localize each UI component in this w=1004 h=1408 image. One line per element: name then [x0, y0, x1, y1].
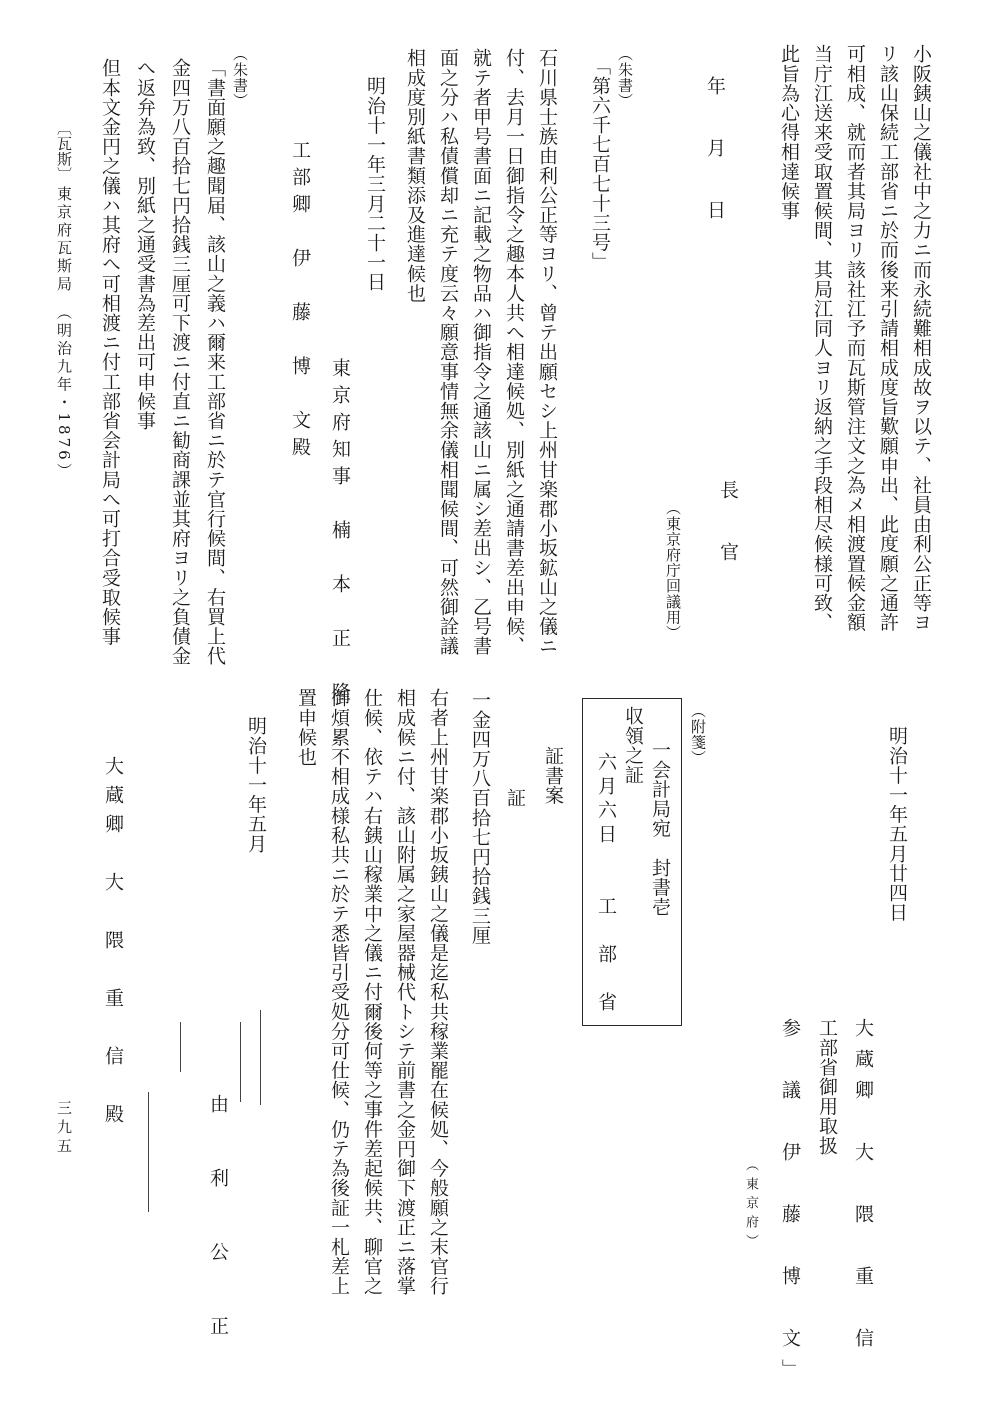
- request-text-block: [405, 48, 556, 656]
- blank-date: 年 月 日: [704, 76, 726, 231]
- receipt-line-2: 六月六日 工 部 省: [595, 752, 617, 1016]
- yuri-signature: 由 利 公 正: [207, 1094, 229, 1353]
- signature-rule: [148, 1092, 149, 1212]
- okuma-signature: 大蔵卿 大 隈 重 信: [852, 1018, 874, 1359]
- sangi-ito: 参 議 伊 藤 博 文」: [779, 1018, 801, 1390]
- body-line: 置申候也: [295, 688, 317, 767]
- request-date: 明治十一年三月二十一日: [364, 76, 386, 292]
- certificate-body: [296, 688, 447, 1296]
- request-line: 石川県士族由利公正等ヨリ、曾テ出願セシ上州甘楽郡小坂鉱山之儀ニ: [536, 48, 558, 656]
- main-line: リ該山保続工部省ニ於而後来引請相成度旨歎願申出、此度願之通許: [877, 44, 899, 632]
- shosho-an-label: 証書案: [542, 746, 564, 805]
- shu2-label: （朱書）: [231, 46, 249, 109]
- shu2-text-block: [100, 58, 224, 666]
- shu2-line: 「書面願之趣聞届、該山之義ハ爾来工部省ニ於テ官行候間、右買上代: [204, 58, 226, 666]
- to-okuma: 大蔵卿 大 隈 重 信 殿: [102, 756, 124, 1133]
- body-line: 相成候ニ付、該山附属之家屋器械代トシテ前書之金円御下渡正ニ落掌: [394, 688, 416, 1296]
- shu2-line: へ返弁為致、別紙之通受書為差出可申候事: [134, 58, 156, 431]
- receipt-line-1: 一会計局宛 封書壱: [649, 740, 671, 917]
- shu1-label: （朱書）: [616, 46, 634, 109]
- body-line: 仕候、依テハ右銕山稼業中之儀ニ付爾後何等之事件差起候共、聊官之: [361, 688, 383, 1296]
- fusen-label: （附箋）: [689, 703, 707, 766]
- amount-line: 一金四万八百拾七円拾銭三厘: [469, 690, 491, 945]
- gas-source: 東京府瓦斯局 （明治九年・1876）: [55, 186, 73, 481]
- request-line: 付、去月一日御指令之趣本人共へ相達候処、別紙之通請書差出申候、: [503, 48, 525, 656]
- kobusho-goyo: 工部省御用取扱: [816, 1018, 838, 1156]
- request-line: 相成度別紙書類添及進達候也: [404, 48, 426, 303]
- signature-rule: [180, 1022, 181, 1072]
- gas-label: 〔瓦斯〕: [55, 120, 73, 183]
- main-text-block: [779, 44, 930, 632]
- request-line: 就テ者甲号書面ニ記載之物品ハ御指令之通該山ニ属シ差出シ、乙号書: [470, 48, 492, 656]
- main-line: 此旨為心得相達候事: [778, 44, 800, 221]
- header-date: 明治十一年五月廿四日: [886, 726, 908, 922]
- meiji-may-date: 明治十一年五月: [245, 716, 267, 854]
- governor-signature: 東京府知事 楠 本 正 隆: [329, 358, 351, 709]
- main-line: 小阪銕山之儀社中之力ニ而永続難相成故ヲ以テ、社員由利公正等ヨ: [910, 44, 932, 632]
- body-line: 右者上州甘楽郡小坂銕山之儀是迄私共稼業罷在候処、今般願之末官行: [427, 688, 449, 1296]
- signature-rule: [260, 1010, 261, 1105]
- main-line: 可相成、就而者其局ヨリ該社江予而瓦斯管注文之為メ相渡置候金額: [844, 44, 866, 632]
- shu2-line: 金四万八百拾七円拾銭三厘可下渡ニ付直ニ勧商課並其府ヨリ之負債金: [169, 58, 191, 666]
- shu2-line: 但本文金円之儀ハ其府へ可相渡ニ付工部省会計局へ可打合受取候事: [99, 58, 121, 646]
- office-note: （東京府庁回議用）: [664, 500, 682, 641]
- addressee-ito: 工部卿 伊 藤 博 文殿: [289, 140, 311, 464]
- sho-label: 証: [504, 788, 526, 808]
- signature-rule: [240, 1022, 241, 1102]
- receipt-title: 収領之証: [622, 706, 644, 785]
- shu1-number: 「第六千七百七十三号」: [589, 56, 611, 272]
- body-line: 御煩累不相成様私共ニ於テ悉皆引受処分可仕候、仍テ為後証一札差上: [328, 688, 350, 1296]
- main-line: 当庁江送来受取置候間、其局江同人ヨリ返納之手段相尽候様可致、: [811, 44, 833, 632]
- tokyofu-note: （東京府）: [743, 1158, 758, 1253]
- page-number: 三九五: [55, 1100, 73, 1157]
- chokan-label: 長 官: [717, 480, 739, 573]
- request-line: 面之分ハ私債償却ニ充テ度云々願意事情無余儀相聞候間、可然御詮議: [437, 48, 459, 656]
